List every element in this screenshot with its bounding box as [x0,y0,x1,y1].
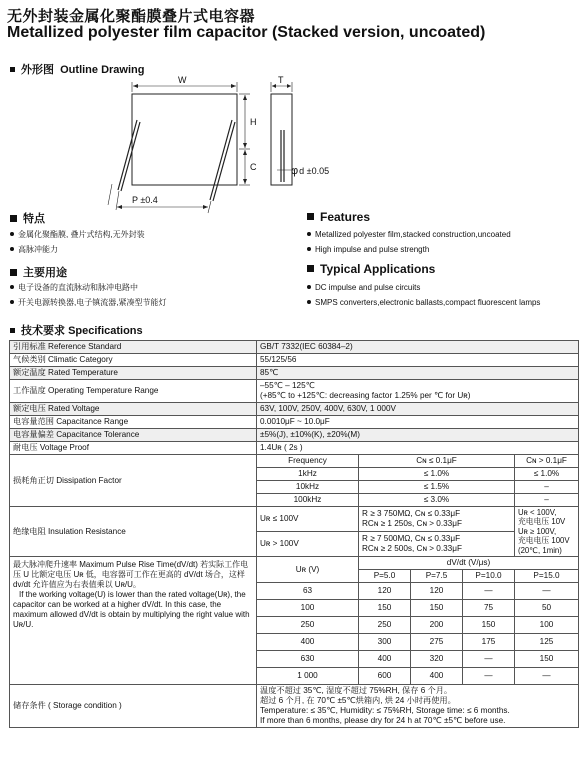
optemp-label: 工作温度 Operating Temperature Range [10,380,257,403]
dvdt-cell: 150 [411,600,463,617]
applications-en-list [307,280,540,310]
dvdt-cell: 150 [463,617,515,634]
dvdt-cell: 100 [515,617,579,634]
title-cn: 无外封装金属化聚酯膜叠片式电容器 [7,8,256,25]
df-cell: ≤ 3.0% [359,494,515,507]
title-en: Metallized polyester film capacitor (Stacked version, uncoated) [7,24,486,41]
storage-value: 温度不超过 35℃, 湿度不超过 75%RH, 保存 6 个月。 超过 6 个月, 在 70℃ ±5℃烘箱内, 烘 24 小时再使用。 Temperature: ≤ 35℃, Humidity: ≤ 75%RH, Storage time: ≤ 6 months. If more than 6 months, please dry for 24 h at 70℃ ±5℃ before use. [257,685,579,728]
list-item: 高脉冲能力 [10,242,145,257]
list-item: Metallized polyester film,stacked construction,uncoated [307,227,511,242]
ir-label: 绝缘电阻 Insulation Resistance [10,507,257,557]
dvdt-cell: 50 [515,600,579,617]
ir-cond-cell: R ≥ 7 500MΩ, Cɴ ≤ 0.33μF RCɴ ≥ 2 500s, Cɴ > 0.33μF [359,532,515,557]
dvdt-cell: 100 [257,600,359,617]
dvdt-p-head: P=5.0 [359,570,411,583]
dvdt-p-head: P=10.0 [463,570,515,583]
dim-d-label: φd ±0.05 [291,165,330,177]
dvdt-cell: — [515,583,579,600]
dvdt-cell: 63 [257,583,359,600]
features-cn-list [10,227,145,257]
clim-value: 55/125/56 [257,354,579,367]
df-label: 损耗角正切 Dissipation Factor [10,455,257,507]
rvolt-value: 63V, 100V, 250V, 400V, 630V, 1 000V [257,403,579,416]
table-row [10,685,579,728]
df-cell: 10kHz [257,481,359,494]
square-bullet-icon [307,213,314,220]
table-row [10,429,579,442]
dvdt-cell: — [463,651,515,668]
table-row [10,507,579,532]
list-item: 金属化聚酯膜, 叠片式结构,无外封装 [10,227,145,242]
df-cell: ≤ 1.0% [515,468,579,481]
spec-table [9,340,579,728]
table-row [10,416,579,429]
ir-charge-cell: Uʀ < 100V, 充电电压 10V Uʀ ≥ 100V, 充电电压 100V (20℃, 1min) [515,507,579,557]
dvdt-cell: — [463,668,515,685]
df-head-cell: Cɴ ≤ 0.1μF [359,455,515,468]
list-item: 电子设备的直流脉动和脉冲电路中 [10,280,166,295]
ir-ur-cell: Uʀ > 100V [257,532,359,557]
table-row [10,455,579,468]
caprange-label: 电容量范围 Capacitance Range [10,416,257,429]
features-cn-heading: 特点 [10,210,45,226]
table-row [10,354,579,367]
ir-ur-cell: Uʀ ≤ 100V [257,507,359,532]
bullet-dot-icon [10,300,14,304]
spec-heading: 技术要求 Specifications [10,322,143,338]
dim-c-label: C [250,162,257,172]
captol-value: ±5%(J), ±10%(K), ±20%(M) [257,429,579,442]
table-row [10,557,579,570]
dim-p-label: P ±0.4 [132,195,158,205]
table-row [10,442,579,455]
bullet-dot-icon [307,300,311,304]
square-bullet-icon [10,215,17,222]
bullet-dot-icon [307,232,311,236]
outline-drawing [0,0,584,215]
bullet-dot-icon [10,247,14,251]
clim-label: 气候类别 Climatic Category [10,354,257,367]
dvdt-cell: 150 [359,600,411,617]
dvdt-cell: 120 [359,583,411,600]
bullet-dot-icon [10,232,14,236]
rtemp-label: 额定温度 Rated Temperature [10,367,257,380]
dvdt-cell: — [463,583,515,600]
applications-cn-heading: 主要用途 [10,264,67,280]
storage-label: 储存条件 ( Storage condition ) [10,685,257,728]
df-cell: ≤ 1.5% [359,481,515,494]
table-row [10,380,579,403]
features-en-heading: Features [307,210,370,224]
dvdt-cell: 125 [515,634,579,651]
dvdt-cell: 250 [359,617,411,634]
dvdt-p-head: P=7.5 [411,570,463,583]
square-bullet-icon [307,265,314,272]
list-item: SMPS converters,electronic ballasts,compact fluorescent lamps [307,295,540,310]
vproof-value: 1.4Uʀ ( 2s ) [257,442,579,455]
dvdt-cell: 630 [257,651,359,668]
ir-cond-cell: R ≥ 3 750MΩ, Cɴ ≤ 0.33μF RCɴ ≥ 1 250s, Cɴ > 0.33μF [359,507,515,532]
dvdt-ur-head: Uʀ (V) [257,557,359,583]
table-row [10,367,579,380]
captol-label: 电容量偏差 Capacitance Tolerance [10,429,257,442]
dvdt-desc: 最大脉冲爬升速率 Maximum Pulse Rise Time(dV/dt) 若实际工作电压 U 比额定电压 Uʀ 低，电容器可工作在更高的 dV/dt 场合，这样 dv/dt 允许值应为右表值乘以 Uʀ/U。 If the working voltage(U) is lower than the rated voltage(Uʀ), the capacitor can be worked at a higher dV/dt. In this case, the maximum allowed dV/dt is obtain by multiplying the right value with Uʀ/U. [10,557,257,685]
ref-value: GB/T 7332(IEC 60384–2) [257,341,579,354]
dim-h-label: H [250,117,257,127]
dvdt-cell: 320 [411,651,463,668]
list-item: DC impulse and pulse circuits [307,280,540,295]
dvdt-cell: — [515,668,579,685]
rvolt-label: 额定电压 Rated Voltage [10,403,257,416]
applications-cn-list [10,280,166,310]
dvdt-cell: 300 [359,634,411,651]
dvdt-p-head: P=15.0 [515,570,579,583]
dvdt-cell: 400 [257,634,359,651]
optemp-value: –55℃ – 125℃ (+85℃ to +125℃: decreasing factor 1.25% per ℃ for Uʀ) [257,380,579,403]
table-row [10,403,579,416]
ref-label: 引用标准 Reference Standard [10,341,257,354]
square-bullet-icon [10,328,15,333]
vproof-label: 耐电压 Voltage Proof [10,442,257,455]
applications-en-heading: Typical Applications [307,262,435,276]
outline-heading: 外形图 Outline Drawing [10,61,144,77]
bullet-dot-icon [307,247,311,251]
rtemp-value: 85℃ [257,367,579,380]
dim-w-label: W [178,75,187,85]
dvdt-cell: 400 [411,668,463,685]
df-cell: – [515,494,579,507]
df-head-cell: Cɴ > 0.1μF [515,455,579,468]
df-cell: ≤ 1.0% [359,468,515,481]
df-cell: 100kHz [257,494,359,507]
dvdt-cell: 250 [257,617,359,634]
square-bullet-icon [10,269,17,276]
bullet-dot-icon [10,285,14,289]
list-item: 开关电源转换器,电子镇流器,紧凑型节能灯 [10,295,166,310]
dvdt-cell: 200 [411,617,463,634]
dvdt-cell: 175 [463,634,515,651]
dvdt-cell: 75 [463,600,515,617]
list-item: High impulse and pulse strength [307,242,511,257]
table-row [10,341,579,354]
df-cell: – [515,481,579,494]
dvdt-cell: 275 [411,634,463,651]
dvdt-head: dV/dt (V/μs) [359,557,579,570]
dvdt-cell: 600 [359,668,411,685]
features-en-list [307,227,511,257]
bullet-dot-icon [307,285,311,289]
dvdt-cell: 150 [515,651,579,668]
df-head-cell: Frequency [257,455,359,468]
caprange-value: 0.0010μF ~ 10.0μF [257,416,579,429]
dvdt-cell: 1 000 [257,668,359,685]
dvdt-cell: 120 [411,583,463,600]
df-cell: 1kHz [257,468,359,481]
dim-t-label: T [278,75,284,85]
dvdt-cell: 400 [359,651,411,668]
